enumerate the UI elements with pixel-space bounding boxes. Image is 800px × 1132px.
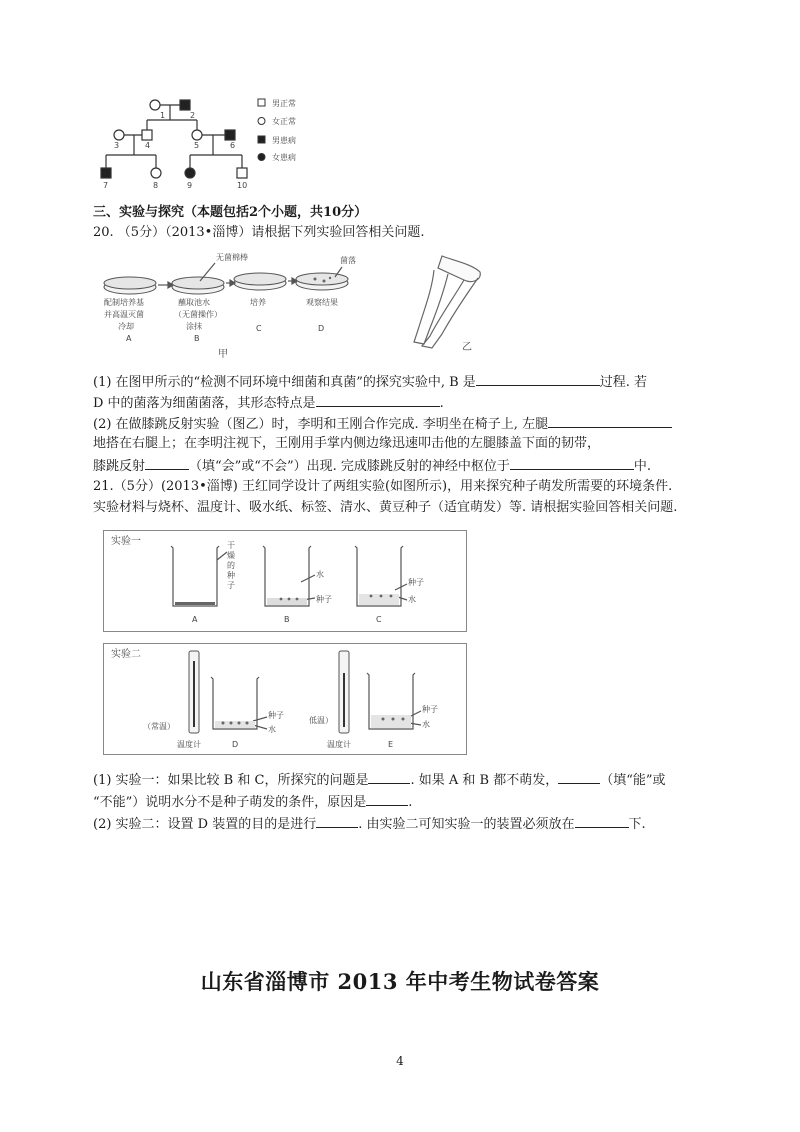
- q21-p2-b: . 由实验二可知实验一的装置必须放在: [358, 817, 575, 832]
- exp1-dry-3: 的: [227, 561, 235, 570]
- q20-p1-c: D 中的菌落为细菌菌落，其形态特点是: [93, 396, 316, 411]
- q20-line1: [93, 372, 647, 392]
- q21-p1-e: .: [408, 795, 413, 810]
- q20-p1-a: (1) 在图甲所示的“检测不同环境中细菌和真菌”的探究实验中, B 是: [93, 375, 476, 390]
- jia-step-b-text2: （无菌操作）: [174, 310, 222, 319]
- jia-caption: 甲: [218, 349, 228, 360]
- ped-num-4: 4: [145, 141, 151, 150]
- jia-swab-label: 无菌棉棒: [216, 253, 248, 262]
- q20-p2-d: （填“会”或“不会”）出现. 完成膝跳反射的神经中枢位于: [189, 459, 510, 474]
- ped-num-5: 5: [194, 141, 200, 150]
- exp2-beaker-d: D: [232, 740, 239, 749]
- jia-step-d-label: D: [318, 324, 325, 333]
- q20-blank-3[interactable]: [548, 414, 672, 428]
- jia-step-a-text2: 并高温灭菌: [104, 310, 144, 319]
- exp2-low-temp: 低温）: [309, 716, 333, 725]
- q21-blank-1[interactable]: [368, 770, 410, 784]
- q21-line3: [93, 814, 646, 834]
- q21-stem-a: 21.（5分）(2013•淄博) 王红同学设计了两组实验(如图所示)，用来探究种子萌发所需要的环境条件.: [93, 479, 673, 494]
- jia-step-b-label: B: [194, 334, 200, 343]
- q20-line5: [93, 456, 651, 476]
- exp2-water-e: 水: [422, 720, 430, 729]
- ped-num-1: 1: [160, 111, 166, 120]
- jia-step-a-text: 配制培养基: [104, 298, 144, 307]
- exp1-beaker-c: C: [376, 615, 382, 624]
- legend-female-affected: 女患病: [272, 153, 296, 162]
- q20-blank-4[interactable]: [145, 456, 189, 470]
- page-number: 4: [396, 1054, 404, 1068]
- exp2-thermometer-d: 温度计: [177, 740, 201, 749]
- q20-blank-1[interactable]: [476, 372, 600, 386]
- exp2-water-d: 水: [268, 725, 276, 734]
- yi-caption: 乙: [462, 342, 472, 353]
- jia-step-a-text3: 冷却: [118, 322, 134, 331]
- ped-num-7: 7: [103, 181, 109, 190]
- exp2-thermometer-e: 温度计: [327, 740, 351, 749]
- experiment-one-figure: [103, 530, 467, 632]
- jia-colony-label: 菌落: [340, 256, 356, 265]
- pedigree-legend: [255, 96, 335, 176]
- q20-p2-c: 膝跳反射: [93, 459, 146, 474]
- q21-blank-4[interactable]: [316, 814, 358, 828]
- q21-p2-a: (2) 实验二：设置 D 装置的目的是进行: [93, 817, 317, 832]
- exp1-dry-4: 种: [227, 571, 235, 580]
- q21-blank-2[interactable]: [558, 770, 600, 784]
- ped-num-2: 2: [190, 111, 196, 120]
- q21-blank-3[interactable]: [366, 792, 408, 806]
- q21-p1-c: （填“能”或: [600, 773, 666, 788]
- q21-p1-b: . 如果 A 和 B 都不萌发，: [410, 773, 559, 788]
- q20-p2-a: (2) 在做膝跳反射实验（图乙）时，李明和王刚合作完成. 李明坐在椅子上, 左腿: [93, 417, 549, 432]
- exp2-normal-temp: （常温）: [143, 722, 175, 731]
- exp1-water-b: 水: [316, 570, 324, 579]
- q21-stem-b: 实验材料与烧杯、温度计、吸水纸、标签、清水、黄豆种子（适宜萌发）等. 请根据实验回答相关问题.: [93, 500, 678, 515]
- exp1-water-c: 水: [408, 595, 416, 604]
- ped-num-8: 8: [153, 181, 159, 190]
- q20-stem: 20. （5分）（2013•淄博）请根据下列实验回答相关问题.: [93, 225, 425, 240]
- q20-line2: [93, 393, 444, 413]
- ped-num-3: 3: [114, 141, 120, 150]
- jia-step-c-label: C: [256, 324, 262, 333]
- legend-male-affected: 男患病: [272, 136, 296, 145]
- q21-p1-d: “不能”）说明水分不是种子萌发的条件，原因是: [93, 795, 367, 810]
- q21-line2: [93, 792, 412, 812]
- figure-jia: [100, 245, 380, 360]
- jia-step-d-text: 观察结果: [306, 298, 338, 307]
- exp2-seed-e: 种子: [422, 705, 438, 714]
- answer-title: 山东省淄博市 2013 年中考生物试卷答案: [200, 969, 600, 994]
- legend-male-normal: 男正常: [272, 99, 296, 108]
- section3-title: 三、实验与探究（本题包括2个小题，共10分）: [93, 205, 368, 220]
- q21-line1: [93, 770, 666, 790]
- legend-female-normal: 女正常: [272, 117, 296, 126]
- exp1-beaker-b: B: [284, 615, 290, 624]
- q20-line3: [93, 414, 672, 434]
- ped-num-6: 6: [230, 141, 236, 150]
- ped-num-9: 9: [187, 181, 193, 190]
- jia-step-a-label: A: [126, 334, 132, 343]
- jia-step-b-text3: 涂抹: [186, 322, 202, 331]
- jia-step-b-text: 蘸取池水: [178, 298, 210, 307]
- exp2-beaker-e: E: [388, 740, 394, 749]
- q20-blank-5[interactable]: [510, 456, 634, 470]
- exp2-seed-d: 种子: [268, 711, 284, 720]
- ped-num-10: 10: [237, 181, 248, 190]
- exp1-dry-2: 燥: [227, 551, 235, 560]
- exp1-seed-b: 种子: [316, 595, 332, 604]
- experiment-two-figure: [103, 643, 467, 755]
- q20-p1-d: .: [439, 396, 444, 411]
- exp1-dry-5: 子: [227, 581, 235, 590]
- q20-line4: 地搭在右腿上；在李明注视下，王刚用手掌内侧边缘迅速叩击他的左腿膝盖下面的韧带，: [93, 436, 601, 451]
- q20-blank-2[interactable]: [316, 393, 440, 407]
- exp2-label: 实验二: [111, 649, 141, 660]
- figure-yi-legs: [412, 250, 492, 360]
- q20-p2-e: 中.: [633, 459, 652, 474]
- jia-step-c-text: 培养: [250, 298, 266, 307]
- exp1-seed-c: 种子: [408, 578, 424, 587]
- q21-p2-c: 下.: [628, 817, 646, 832]
- exp1-dry-1: 干: [227, 541, 235, 550]
- exp1-label: 实验一: [111, 536, 141, 547]
- q21-blank-5[interactable]: [575, 814, 629, 828]
- exp1-beaker-a: A: [192, 615, 198, 624]
- q20-p1-b: 过程. 若: [599, 375, 648, 390]
- q21-p1-a: (1) 实验一：如果比较 B 和 C，所探究的问题是: [93, 773, 369, 788]
